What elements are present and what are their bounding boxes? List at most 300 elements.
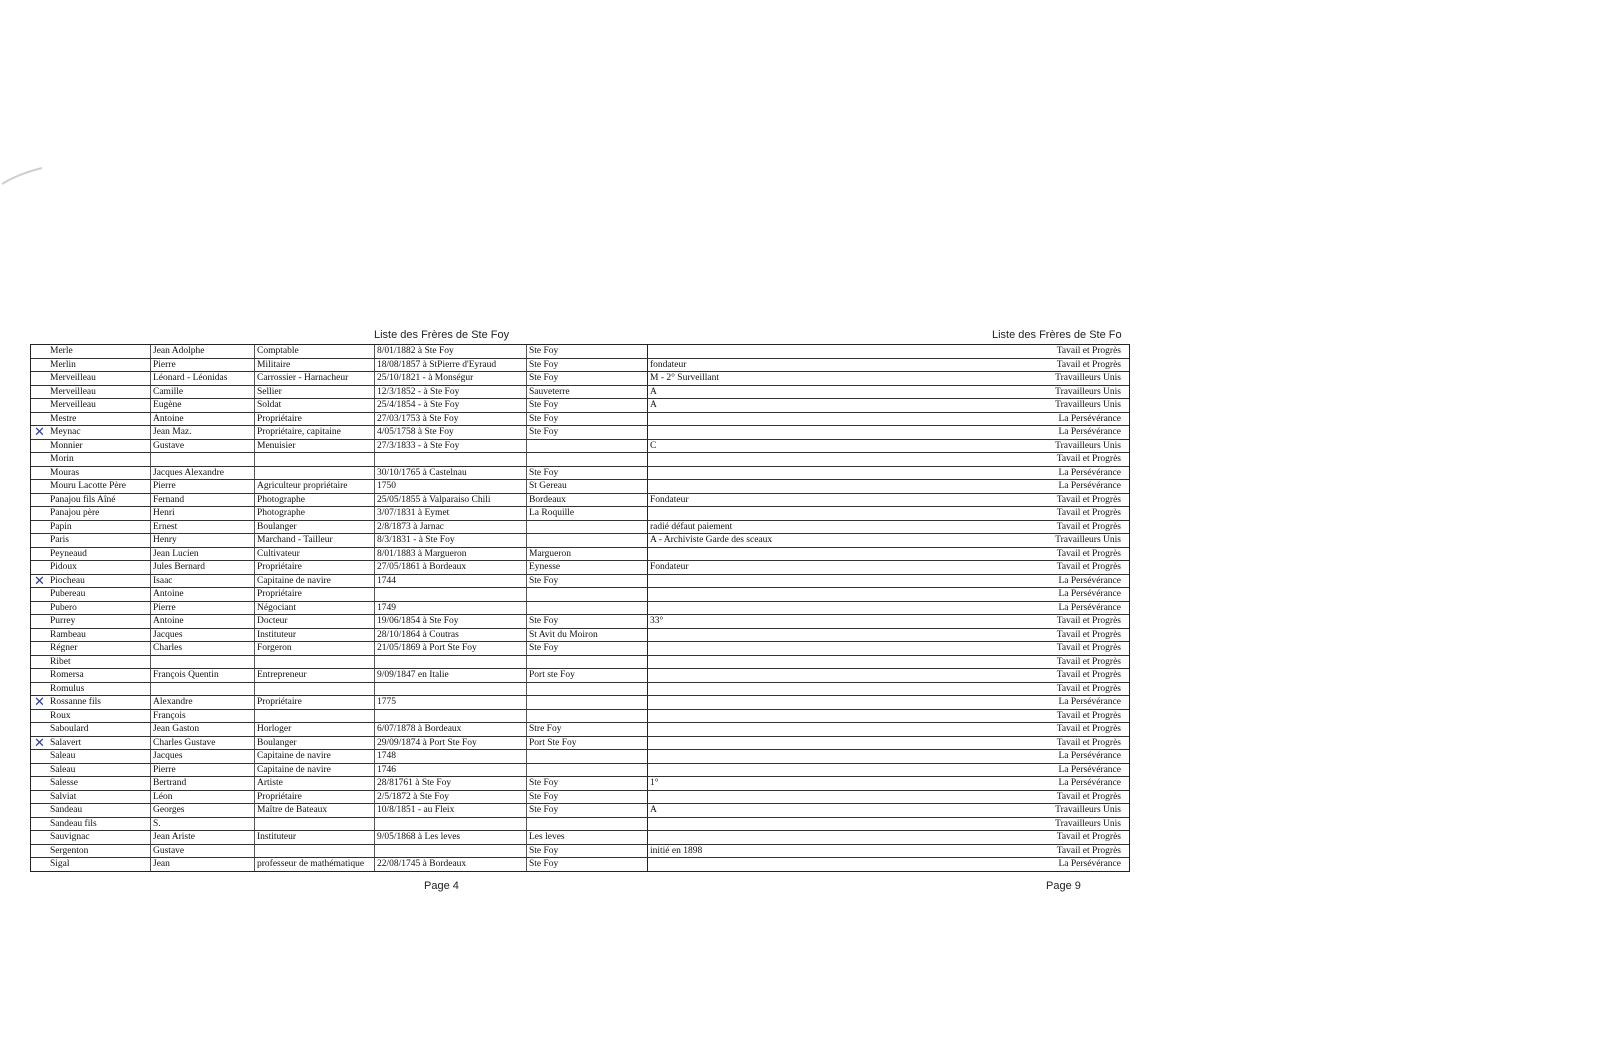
table-row xyxy=(31,710,1129,724)
member-lodge: Tavail et Progrès xyxy=(1056,346,1121,356)
check-mark-cell xyxy=(31,831,48,844)
member-profession: Artiste xyxy=(255,777,375,790)
member-surname: Sergenton xyxy=(48,845,151,858)
check-mark-cell xyxy=(31,575,48,588)
member-profession: Capitaine de navire xyxy=(255,575,375,588)
member-residence: La Roquille xyxy=(527,507,648,520)
member-surname: Merveilleau xyxy=(48,399,151,412)
member-birth: 25/4/1854 - à Ste Foy xyxy=(375,399,527,412)
check-mark-cell xyxy=(31,656,48,669)
member-lodge: Tavail et Progrès xyxy=(1056,359,1121,370)
member-surname: Panajou père xyxy=(48,507,151,520)
member-birth: 18/08/1857 à StPierre d'Eyraud xyxy=(375,359,527,372)
member-residence xyxy=(527,588,648,601)
members-table xyxy=(30,344,1130,872)
member-note xyxy=(648,818,959,831)
table-row xyxy=(31,791,1129,805)
member-firstname: Henry xyxy=(151,534,255,547)
member-note xyxy=(648,683,959,696)
member-profession: Horloger xyxy=(255,723,375,736)
member-residence: Ste Foy xyxy=(527,858,648,871)
member-note: radié défaut paiement xyxy=(650,521,733,532)
table-row xyxy=(31,818,1129,832)
member-firstname: Camille xyxy=(151,386,255,399)
member-profession: Négociant xyxy=(255,602,375,615)
member-birth: 1746 xyxy=(375,764,527,777)
member-profession: Militaire xyxy=(255,359,375,372)
check-mark-cell xyxy=(31,615,48,628)
cross-mark-icon: ✕ xyxy=(34,736,45,749)
member-note xyxy=(648,602,959,615)
member-birth xyxy=(375,588,527,601)
table-row xyxy=(31,656,1129,670)
member-note: C xyxy=(650,440,657,451)
member-residence: Ste Foy xyxy=(527,777,648,790)
member-surname: Saleau xyxy=(48,764,151,777)
member-residence xyxy=(527,521,648,534)
member-profession: Carrossier - Harnacheur xyxy=(255,372,375,385)
table-row xyxy=(31,750,1129,764)
member-surname: Meynac xyxy=(48,426,151,439)
member-profession xyxy=(255,683,375,696)
check-mark-cell xyxy=(31,696,48,709)
member-profession: Instituteur xyxy=(255,629,375,642)
member-surname: Saleau xyxy=(48,750,151,763)
member-lodge: Tavail et Progrès xyxy=(1056,724,1121,734)
check-mark-cell xyxy=(31,548,48,561)
member-birth: 22/08/1745 à Bordeaux xyxy=(375,858,527,871)
member-birth: 28/10/1864 à Coutras xyxy=(375,629,527,642)
member-lodge: La Persévérance xyxy=(1058,859,1121,869)
table-row xyxy=(31,804,1129,818)
member-note: Fondateur xyxy=(650,494,689,505)
table-row xyxy=(31,777,1129,791)
member-firstname: Bertrand xyxy=(151,777,255,790)
member-firstname: Gustave xyxy=(151,440,255,453)
member-surname: Morin xyxy=(48,453,151,466)
member-note: fondateur xyxy=(650,359,687,370)
member-profession: Cultivateur xyxy=(255,548,375,561)
member-note xyxy=(648,858,959,871)
check-mark-cell xyxy=(31,521,48,534)
member-residence: Stre Foy xyxy=(527,723,648,736)
member-lodge: La Persévérance xyxy=(1058,427,1121,437)
member-surname: Piocheau xyxy=(48,575,151,588)
member-note: initié en 1898 xyxy=(650,845,703,856)
member-residence: Port Ste Foy xyxy=(527,737,648,750)
table-row xyxy=(31,683,1129,697)
member-residence: Ste Foy xyxy=(527,359,648,372)
member-birth: 10/8/1851 - au Fleix xyxy=(375,804,527,817)
page-title-right: Liste des Frères de Ste Fo xyxy=(992,329,1122,341)
table-row xyxy=(31,723,1129,737)
check-mark-cell xyxy=(31,710,48,723)
member-residence: Ste Foy xyxy=(527,575,648,588)
member-birth: 29/09/1874 à Port Ste Foy xyxy=(375,737,527,750)
member-birth: 1775 xyxy=(375,696,527,709)
member-firstname xyxy=(151,656,255,669)
table-row xyxy=(31,561,1129,575)
member-residence: Port ste Foy xyxy=(527,669,648,682)
member-surname: Panajou fils Aîné xyxy=(48,494,151,507)
check-mark-cell xyxy=(31,750,48,763)
member-lodge: Tavail et Progrès xyxy=(1056,737,1121,748)
member-note: A - Archiviste Garde des sceaux xyxy=(650,535,773,545)
table-row xyxy=(31,372,1129,386)
table-row xyxy=(31,480,1129,494)
member-note xyxy=(648,791,959,804)
member-firstname: François Quentin xyxy=(151,669,255,682)
member-lodge: La Persévérance xyxy=(1058,575,1121,586)
member-birth: 1748 xyxy=(375,750,527,763)
member-firstname: Jean Ariste xyxy=(151,831,255,844)
table-row xyxy=(31,737,1129,751)
member-lodge: Tavail et Progrès xyxy=(1056,710,1121,721)
member-profession: Sellier xyxy=(255,386,375,399)
member-birth: 1744 xyxy=(375,575,527,588)
member-note xyxy=(648,723,959,736)
member-profession: Propriétaire, capitaine xyxy=(255,426,375,439)
member-surname: Merveilleau xyxy=(48,372,151,385)
table-row xyxy=(31,494,1129,508)
member-lodge: La Persévérance xyxy=(1058,697,1121,707)
member-birth: 27/05/1861 à Bordeaux xyxy=(375,561,527,574)
member-birth: 4/05/1758 à Ste Foy xyxy=(375,426,527,439)
member-birth: 25/10/1821 - à Monségur xyxy=(375,372,527,385)
member-note xyxy=(648,426,959,439)
member-residence: Eynesse xyxy=(527,561,648,574)
member-surname: Salviat xyxy=(48,791,151,804)
member-birth: 9/09/1847 en Italie xyxy=(375,669,527,682)
member-residence: St Gereau xyxy=(527,480,648,493)
check-mark-cell xyxy=(31,399,48,412)
check-mark-cell xyxy=(31,683,48,696)
member-residence xyxy=(527,440,648,453)
member-profession: Docteur xyxy=(255,615,375,628)
member-profession xyxy=(255,845,375,858)
member-note xyxy=(648,575,959,588)
member-birth: 8/01/1882 à Ste Foy xyxy=(375,345,527,358)
member-note: A xyxy=(650,386,657,397)
member-profession xyxy=(255,656,375,669)
member-residence: Ste Foy xyxy=(527,426,648,439)
check-mark-cell xyxy=(31,804,48,817)
check-mark-cell xyxy=(31,413,48,426)
member-surname: Mouru Lacotte Père xyxy=(48,480,151,493)
member-firstname: Eugène xyxy=(151,399,255,412)
member-firstname: S. xyxy=(151,818,255,831)
table-row xyxy=(31,440,1129,454)
member-surname: Salesse xyxy=(48,777,151,790)
member-firstname: Jean Adolphe xyxy=(151,345,255,358)
member-lodge: Tavail et Progrès xyxy=(1056,832,1121,842)
member-surname: Sauvignac xyxy=(48,831,151,844)
member-profession: Propriétaire xyxy=(255,413,375,426)
member-residence: Ste Foy xyxy=(527,467,648,480)
member-firstname: Jean xyxy=(151,858,255,871)
member-residence xyxy=(527,453,648,466)
member-firstname: Jules Bernard xyxy=(151,561,255,574)
cross-mark-icon: ✕ xyxy=(34,426,45,439)
member-note xyxy=(648,413,959,426)
member-note: 1° xyxy=(650,778,659,788)
member-lodge: La Persévérance xyxy=(1058,413,1121,424)
member-residence: Bordeaux xyxy=(527,494,648,507)
check-mark-cell xyxy=(31,818,48,831)
table-row xyxy=(31,764,1129,778)
member-profession: Menuisier xyxy=(255,440,375,453)
page-number-left: Page 4 xyxy=(424,880,459,892)
member-firstname: Ernest xyxy=(151,521,255,534)
member-surname: Pidoux xyxy=(48,561,151,574)
member-lodge: Tavail et Progrès xyxy=(1056,845,1121,856)
check-mark-cell xyxy=(31,588,48,601)
member-firstname: François xyxy=(151,710,255,723)
table-row xyxy=(31,845,1129,859)
member-firstname: Antoine xyxy=(151,588,255,601)
member-firstname: Pierre xyxy=(151,480,255,493)
table-row xyxy=(31,575,1129,589)
member-note xyxy=(648,588,959,601)
member-lodge: La Persévérance xyxy=(1058,778,1121,788)
member-lodge: Tavail et Progrès xyxy=(1056,656,1121,667)
member-note xyxy=(648,467,959,480)
cross-mark-icon: ✕ xyxy=(34,574,45,587)
member-residence: Ste Foy xyxy=(527,791,648,804)
member-lodge: Tavail et Progrès xyxy=(1056,494,1121,505)
member-birth: 27/3/1833 - à Ste Foy xyxy=(375,440,527,453)
check-mark-cell xyxy=(31,494,48,507)
member-firstname: Antoine xyxy=(151,413,255,426)
member-surname: Pubereau xyxy=(48,588,151,601)
member-profession xyxy=(255,467,375,480)
member-surname: Ribet xyxy=(48,656,151,669)
member-surname: Sigal xyxy=(48,858,151,871)
member-birth xyxy=(375,683,527,696)
member-birth: 27/03/1753 à Ste Foy xyxy=(375,413,527,426)
check-mark-cell xyxy=(31,777,48,790)
member-lodge: Tavail et Progrès xyxy=(1056,670,1121,680)
member-residence: Ste Foy xyxy=(527,642,648,655)
member-note xyxy=(648,737,959,750)
table-row xyxy=(31,588,1129,602)
member-lodge: La Persévérance xyxy=(1058,764,1121,775)
table-row xyxy=(31,521,1129,535)
member-surname: Monnier xyxy=(48,440,151,453)
member-residence: St Avit du Moiron xyxy=(527,629,648,642)
member-note xyxy=(648,453,959,466)
member-residence: Ste Foy xyxy=(527,372,648,385)
check-mark-cell xyxy=(31,359,48,372)
check-mark-cell xyxy=(31,467,48,480)
check-mark-cell xyxy=(31,561,48,574)
check-mark-cell xyxy=(31,426,48,439)
member-firstname: Charles xyxy=(151,642,255,655)
member-note xyxy=(648,507,959,520)
member-profession: Propriétaire xyxy=(255,561,375,574)
member-surname: Merlin xyxy=(48,359,151,372)
member-note: 33° xyxy=(650,616,664,626)
member-residence: Ste Foy xyxy=(527,804,648,817)
page-number-right: Page 9 xyxy=(1046,880,1081,892)
member-surname: Sandeau xyxy=(48,804,151,817)
member-firstname: Léonard - Léonidas xyxy=(151,372,255,385)
member-surname: Peyneaud xyxy=(48,548,151,561)
check-mark-cell xyxy=(31,453,48,466)
member-surname: Mouras xyxy=(48,467,151,480)
member-lodge: Travailleurs Unis xyxy=(1055,818,1121,829)
member-firstname: Jacques xyxy=(151,629,255,642)
member-note xyxy=(648,629,959,642)
member-birth: 28/81761 à Ste Foy xyxy=(375,777,527,790)
member-profession: professeur de mathématique xyxy=(255,858,375,871)
member-birth xyxy=(375,818,527,831)
member-firstname: Jean Lucien xyxy=(151,548,255,561)
member-lodge: Travailleurs Unis xyxy=(1055,440,1121,451)
member-lodge: Travailleurs Unis xyxy=(1055,400,1121,410)
member-residence xyxy=(527,764,648,777)
member-profession: Boulanger xyxy=(255,737,375,750)
check-mark-cell xyxy=(31,764,48,777)
scan-artifact xyxy=(0,150,60,190)
table-row xyxy=(31,399,1129,413)
member-firstname: Isaac xyxy=(151,575,255,588)
member-residence xyxy=(527,818,648,831)
member-note xyxy=(648,696,959,709)
member-profession: Boulanger xyxy=(255,521,375,534)
member-lodge: Tavail et Progrès xyxy=(1056,548,1121,559)
member-surname: Merveilleau xyxy=(48,386,151,399)
member-residence xyxy=(527,683,648,696)
member-residence: Ste Foy xyxy=(527,615,648,628)
check-mark-cell xyxy=(31,723,48,736)
member-note: Fondateur xyxy=(650,562,689,572)
member-firstname: Antoine xyxy=(151,615,255,628)
member-birth: 19/06/1854 à Ste Foy xyxy=(375,615,527,628)
member-firstname: Pierre xyxy=(151,359,255,372)
member-surname: Romersa xyxy=(48,669,151,682)
member-profession: Capitaine de navire xyxy=(255,764,375,777)
member-lodge: Tavail et Progrès xyxy=(1056,508,1121,518)
member-note xyxy=(648,764,959,777)
table-row xyxy=(31,453,1129,467)
table-row xyxy=(31,467,1129,481)
member-lodge: Tavail et Progrès xyxy=(1056,616,1121,626)
member-residence xyxy=(527,710,648,723)
member-birth: 30/10/1765 à Castelnau xyxy=(375,467,527,480)
member-birth: 9/05/1868 à Les leves xyxy=(375,831,527,844)
member-surname: Papin xyxy=(48,521,151,534)
member-note xyxy=(648,548,959,561)
member-note: A xyxy=(650,805,657,815)
member-birth: 8/3/1831 - à Ste Foy xyxy=(375,534,527,547)
member-surname: Roux xyxy=(48,710,151,723)
member-lodge: Tavail et Progrès xyxy=(1056,791,1121,802)
check-mark-cell xyxy=(31,629,48,642)
member-birth: 21/05/1869 à Port Ste Foy xyxy=(375,642,527,655)
member-firstname: Jean Gaston xyxy=(151,723,255,736)
member-note xyxy=(648,750,959,763)
member-lodge: Travailleurs Unis xyxy=(1055,535,1121,545)
member-profession: Propriétaire xyxy=(255,696,375,709)
member-birth xyxy=(375,710,527,723)
check-mark-cell xyxy=(31,372,48,385)
member-note: A xyxy=(650,400,657,410)
table-row xyxy=(31,642,1129,656)
check-mark-cell xyxy=(31,845,48,858)
member-residence: Sauveterre xyxy=(527,386,648,399)
member-lodge: Tavail et Progrès xyxy=(1056,454,1121,464)
member-profession: Soldat xyxy=(255,399,375,412)
member-firstname: Pierre xyxy=(151,602,255,615)
member-firstname: Georges xyxy=(151,804,255,817)
table-row xyxy=(31,534,1129,548)
check-mark-cell xyxy=(31,642,48,655)
member-surname: Rambeau xyxy=(48,629,151,642)
member-profession: Forgeron xyxy=(255,642,375,655)
member-profession: Instituteur xyxy=(255,831,375,844)
table-row xyxy=(31,345,1129,359)
member-profession: Propriétaire xyxy=(255,791,375,804)
member-lodge: Travailleurs Unis xyxy=(1055,373,1121,383)
member-lodge: Travailleurs Unis xyxy=(1055,386,1121,397)
table-row xyxy=(31,696,1129,710)
member-surname: Régner xyxy=(48,642,151,655)
member-surname: Mestre xyxy=(48,413,151,426)
member-birth: 1749 xyxy=(375,602,527,615)
member-residence: Ste Foy xyxy=(527,345,648,358)
member-profession: Photographe xyxy=(255,494,375,507)
page-title-left: Liste des Frères de Ste Foy xyxy=(374,329,510,341)
member-birth: 3/07/1831 à Eymet xyxy=(375,507,527,520)
member-profession: Marchand - Tailleur xyxy=(255,534,375,547)
member-residence: Ste Foy xyxy=(527,845,648,858)
member-note xyxy=(648,710,959,723)
check-mark-cell xyxy=(31,345,48,358)
table-row xyxy=(31,615,1129,629)
member-firstname: Pierre xyxy=(151,764,255,777)
member-firstname: Fernand xyxy=(151,494,255,507)
member-profession: Comptable xyxy=(255,345,375,358)
check-mark-cell xyxy=(31,386,48,399)
member-profession: Photographe xyxy=(255,507,375,520)
member-firstname: Léon xyxy=(151,791,255,804)
member-lodge: Tavail et Progrès xyxy=(1056,562,1121,572)
member-lodge: Travailleurs Unis xyxy=(1055,805,1121,815)
table-row xyxy=(31,507,1129,521)
check-mark-cell xyxy=(31,791,48,804)
member-firstname: Jean Maz. xyxy=(151,426,255,439)
member-birth xyxy=(375,845,527,858)
check-mark-cell xyxy=(31,858,48,871)
member-note xyxy=(648,480,959,493)
member-surname: Merle xyxy=(48,345,151,358)
member-surname: Romulus xyxy=(48,683,151,696)
check-mark-cell xyxy=(31,737,48,750)
member-residence: Les leves xyxy=(527,831,648,844)
member-lodge: Tavail et Progrès xyxy=(1056,521,1121,532)
member-firstname: Jacques xyxy=(151,750,255,763)
member-surname: Paris xyxy=(48,534,151,547)
member-firstname: Charles Gustave xyxy=(151,737,255,750)
table-row xyxy=(31,858,1129,872)
member-lodge: La Persévérance xyxy=(1058,602,1121,613)
member-firstname xyxy=(151,453,255,466)
table-row xyxy=(31,413,1129,427)
member-note xyxy=(648,831,959,844)
member-birth: 1750 xyxy=(375,480,527,493)
cross-mark-icon: ✕ xyxy=(34,696,45,709)
